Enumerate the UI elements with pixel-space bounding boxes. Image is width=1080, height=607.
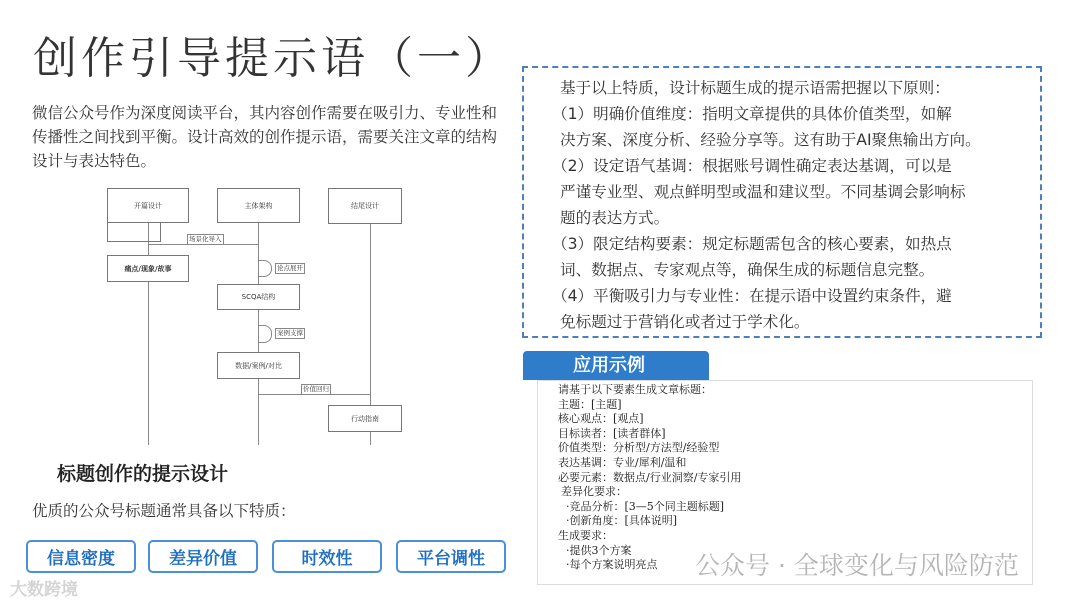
lead-text: 优质的公众号标题通常具备以下特质：: [32, 502, 296, 520]
self-arrow: [258, 325, 272, 343]
principles-line: 免标题过于营销化或者过于学术化。: [560, 313, 810, 331]
diagram-box: 行动指南: [328, 405, 402, 432]
example-line: 生成要求：: [558, 528, 613, 542]
example-tab: 应用示例: [523, 351, 709, 380]
message-label: 论点展开: [277, 264, 303, 272]
activation-box: [107, 223, 161, 242]
message-label: 场景化导入: [189, 235, 222, 243]
diagram-box: SCQA结构: [217, 284, 300, 310]
principles-line: 基于以上特质，设计标题生成的提示语需把握以下原则：: [560, 79, 950, 97]
tag-platform-tone: 平台调性: [396, 540, 506, 573]
example-line: ·每个方案说明亮点: [566, 558, 658, 572]
message-label: 价值回归: [303, 385, 329, 393]
lane-body: 主体架构: [217, 188, 300, 223]
principles-box: [522, 66, 1042, 338]
example-line: 主题：[主题]: [558, 397, 622, 411]
principles-line: （1）明确价值维度：指明文章提供的具体价值类型，如解: [552, 105, 952, 123]
principles-line: （4）平衡吸引力与专业性：在提示语中设置约束条件，避: [552, 287, 952, 305]
page-title: 创作引导提示语（一）: [33, 33, 513, 84]
principles-line: （2）设定语气基调：根据账号调性确定表达基调，可以是: [552, 157, 952, 175]
lane-opening: 开篇设计: [107, 188, 189, 223]
example-line: ·竞品分析：[3—5个同主题标题]: [566, 499, 725, 513]
example-line: ·创新角度：[具体说明]: [566, 514, 678, 528]
tag-timeliness: 时效性: [272, 540, 382, 573]
lane-ending: 结尾设计: [328, 188, 402, 224]
diagram-box: 痛点/现象/故事: [107, 255, 189, 282]
section-subtitle: 标题创作的提示设计: [57, 463, 229, 485]
tag-information-density: 信息密度: [26, 540, 136, 573]
watermark-left: 大数跨境: [10, 580, 78, 600]
principles-line: （3）限定结构要素：规定标题需包含的核心要素，如热点: [552, 235, 952, 253]
intro-paragraph: 微信公众号作为深度阅读平台，其内容创作需要在吸引力、专业性和传播性之间找到平衡。设计高效的创作提示语，需要关注文章的结构设计与表达特色。: [32, 104, 498, 170]
diagram-box: 数据/案例/对比: [217, 352, 300, 379]
principles-line: 题的表达方式。: [560, 209, 670, 227]
example-line: 核心观点：[观点]: [558, 412, 644, 426]
example-line: 请基于以下要素生成文章标题：: [558, 383, 712, 396]
tag-differentiated-value: 差异价值: [148, 540, 258, 573]
message-label: 案例支撑: [277, 329, 303, 337]
principles-line: 决方案、深度分析、经验分享等。这有助于AI聚焦输出方向。: [560, 131, 981, 149]
example-line: ·提供3个方案: [566, 543, 632, 557]
example-line: 必要元素：数据点/行业洞察/专家引用: [558, 470, 742, 484]
self-arrow: [258, 260, 272, 277]
example-line: 差异化要求：: [561, 485, 627, 499]
example-line: 表达基调：专业/犀利/温和: [558, 455, 687, 469]
watermark-right: 公众号 · 全球变化与风险防范: [695, 551, 1019, 580]
example-line: 目标读者：[读者群体]: [558, 426, 666, 440]
principles-line: 严谨专业型、观点鲜明型或温和建议型。不同基调会影响标: [560, 183, 966, 201]
example-line: 价值类型：分析型/方法型/经验型: [558, 441, 720, 455]
principles-line: 词、数据点、专家观点等，确保生成的标题信息完整。: [560, 261, 935, 279]
